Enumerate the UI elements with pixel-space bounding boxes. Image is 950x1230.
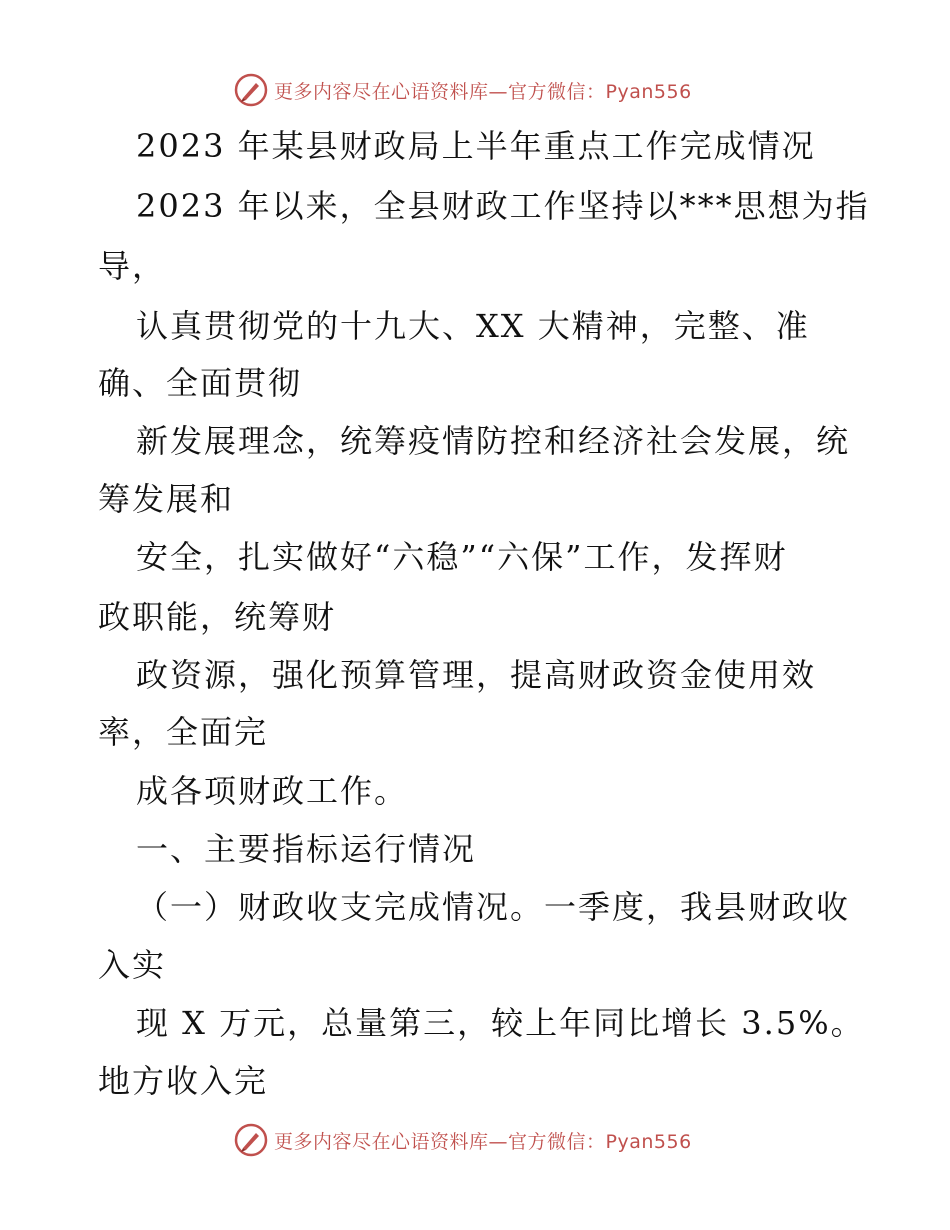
subsection-heading-line: （一）财政收支完成情况。一季度，我县财政收	[136, 888, 851, 926]
paragraph-line: 新发展理念，统筹疫情防控和经济社会发展，统	[136, 422, 851, 460]
paragraph-line: 政职能，统筹财	[98, 598, 337, 636]
paragraph-line: 导，	[98, 247, 167, 285]
paragraph-line: 政资源，强化预算管理，提高财政资金使用效	[136, 656, 817, 694]
pen-logo-icon	[234, 1123, 268, 1157]
paragraph-line: 确、全面贯彻	[98, 364, 303, 402]
footer-banner-text: 更多内容尽在心语资料库—官方微信：Pyan556	[274, 1130, 692, 1153]
paragraph-line: 2023 年以来，全县财政工作坚持以***思想为指	[136, 187, 870, 225]
footer-banner	[234, 1122, 692, 1158]
document-title: 2023 年某县财政局上半年重点工作完成情况	[136, 127, 816, 165]
paragraph-line: 地方收入完	[98, 1062, 269, 1100]
header-banner	[234, 72, 692, 108]
header-banner-text: 更多内容尽在心语资料库—官方微信：Pyan556	[274, 80, 692, 103]
paragraph-line: 安全，扎实做好“六稳”“六保”工作，发挥财	[136, 538, 788, 576]
paragraph-line: 入实	[98, 946, 167, 984]
paragraph-line: 成各项财政工作。	[136, 772, 409, 810]
section-heading: 一、主要指标运行情况	[136, 830, 477, 868]
paragraph-line: 现 X 万元，总量第三，较上年同比增长 3.5%。	[136, 1004, 865, 1042]
paragraph-line: 认真贯彻党的十九大、XX 大精神，完整、准	[136, 307, 810, 345]
paragraph-line: 筹发展和	[98, 480, 235, 518]
pen-logo-icon	[234, 73, 268, 107]
paragraph-line: 率，全面完	[98, 713, 269, 751]
